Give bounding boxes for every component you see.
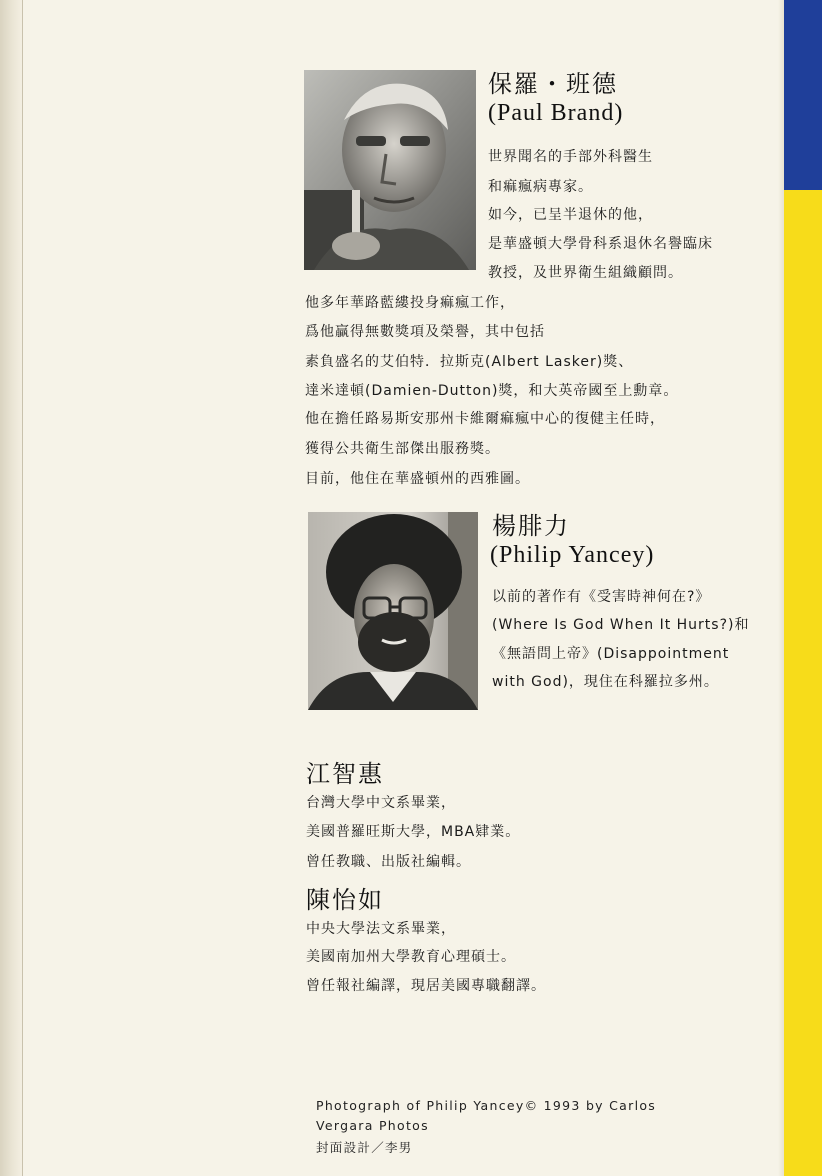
author2-name-en: (Philip Yancey) [490,542,655,568]
translator2-name-zh: 陳怡如 [306,886,384,914]
author1-bio-line: 和痲瘋病專家。 [488,179,593,195]
translator2-bio-line: 美國南加州大學教育心理碩士。 [306,949,516,965]
philip-yancey-photo [308,512,478,710]
translator1-bio-line: 台灣大學中文系畢業， [306,795,456,811]
author1-bio-line: 他在擔任路易斯安那州卡維爾痲瘋中心的復健主任時， [305,411,665,427]
cover-spine-blue [784,0,822,190]
author2-bio-line: 以前的著作有《受害時神何在?》 [492,589,711,605]
author1-bio-line: 達米達頓(Damien-Dutton)獎，和大英帝國至上勳章。 [305,383,679,399]
author1-bio-line: 世界聞名的手部外科醫生 [488,149,653,165]
author1-bio-line: 目前，他住在華盛頓州的西雅圖。 [305,471,530,487]
author2-name-zh: 楊腓力 [492,512,570,540]
photo-credit-line: Photograph of Philip Yancey© 1993 by Carlos [316,1098,657,1113]
author1-bio-line: 教授，及世界衛生組織顧問。 [488,265,683,281]
cover-spine-yellow [784,190,822,1176]
translator2-bio-line: 曾任報社編譯，現居美國專職翻譯。 [306,978,546,994]
author1-name-zh: 保羅・班德 [488,70,618,98]
author1-name-en: (Paul Brand) [488,100,624,126]
author1-bio-line: 是華盛頓大學骨科系退休名譽臨床 [488,236,713,252]
author2-bio-line: with God)，現住在科羅拉多州。 [492,674,719,690]
translator1-bio-line: 美國普羅旺斯大學，MBA肄業。 [306,824,521,840]
cover-design-credit: 封面設計／李男 [316,1140,413,1155]
translator2-bio-line: 中央大學法文系畢業， [306,921,456,937]
author1-bio-line: 如今，已呈半退休的他， [488,207,653,223]
paul-brand-photo [304,70,476,270]
author1-bio-line: 素負盛名的艾伯特．拉斯克(Albert Lasker)獎、 [305,354,634,370]
author1-bio-line: 爲他贏得無數獎項及榮譽，其中包括 [305,324,545,340]
author2-bio-line: (Where Is God When It Hurts?)和 [492,617,750,633]
page-edge [0,0,23,1176]
author2-bio-line: 《無語問上帝》(Disappointment [492,646,730,662]
translator1-name-zh: 江智惠 [306,760,384,788]
author1-bio-line: 獲得公共衛生部傑出服務獎。 [305,441,500,457]
author1-bio-line: 他多年華路藍縷投身痲瘋工作， [305,295,515,311]
translator1-bio-line: 曾任教職、出版社編輯。 [306,854,471,870]
photo-credit-line: Vergara Photos [316,1118,429,1133]
